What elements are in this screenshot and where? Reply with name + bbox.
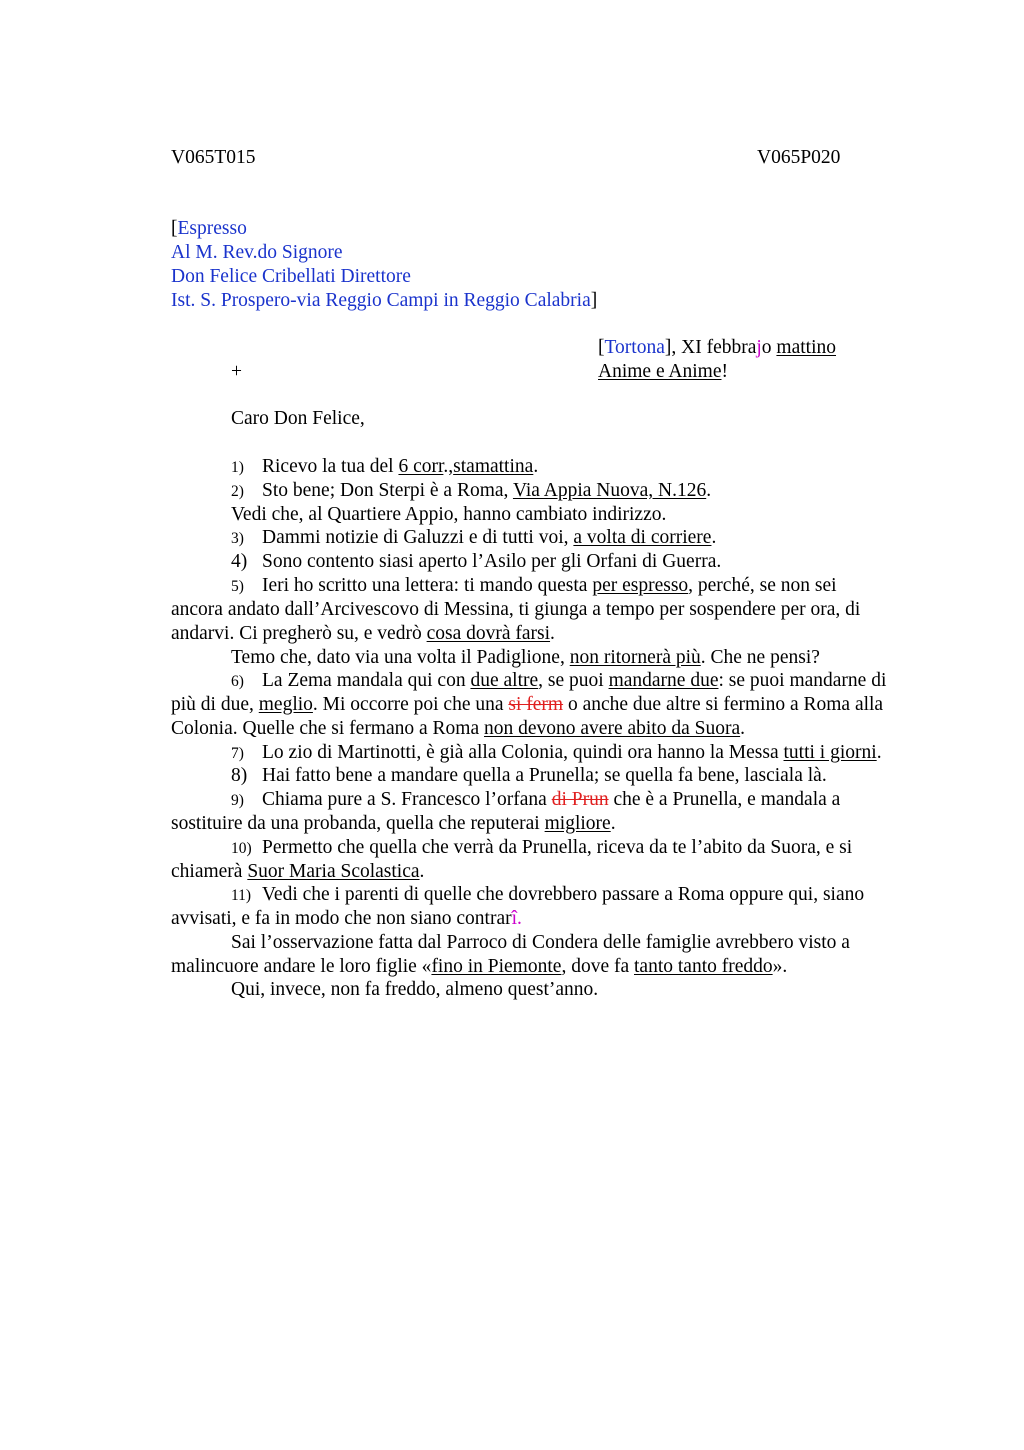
paragraph-2: 2) Sto bene; Don Sterpi è a Roma, Via Appia Nuova, N.126. [231,480,712,501]
paragraph-10-line-2: chiamerà Suor Maria Scolastica. [171,861,425,882]
paragraph-6-line-3: Colonia. Quelle che si fermano a Roma non devono avere abito da Suora. [171,718,746,739]
paragraph-5: 5) Ieri ho scritto una lettera: ti mando questa per espresso, perché, se non sei [231,575,837,596]
paragraph-5-note: Temo che, dato via una volta il Padiglione, non ritornerà più. Che ne pensi? [231,647,820,668]
dateline: [Tortona], XI febbrajo mattino [598,337,836,358]
paragraph-12: Sai l’osservazione fatta dal Parroco di Condera delle famiglie avrebbero visto a [231,932,850,953]
paragraph-8: 8) Hai fatto bene a mandare quella a Prunella; se quella fa bene, lasciala là. [231,765,827,786]
right-reference-code: V065P020 [757,147,841,168]
motto: Anime e Anime! [598,361,728,382]
paragraph-4: 4) Sono contento siasi aperto l’Asilo per gli Orfani di Guerra. [231,551,722,572]
paragraph-5-line-2: ancora andato dall’Arcivescovo di Messina, ti giunga a tempo per sospendere per ora, di [171,599,861,620]
left-reference-code: V065T015 [171,147,256,168]
address-line-2: Al M. Rev.do Signore [171,242,343,263]
address-line-3: Don Felice Cribellati Direttore [171,266,411,287]
paragraph-2-continuation: Vedi che, al Quartiere Appio, hanno cambiato indirizzo. [231,504,667,525]
paragraph-10: 10) Permetto che quella che verrà da Prunella, riceva da te l’abito da Suora, e si [231,837,853,858]
deleted-text: di Prun [551,789,609,810]
deleted-text: si ferm [508,694,564,715]
cross-symbol: + [231,361,242,382]
paragraph-9: 9) Chiama pure a S. Francesco l’orfana di Prun che è a Prunella, e mandala a [231,789,841,810]
paragraph-9-line-2: sostituire da una probanda, quella che reputerai migliore. [171,813,616,834]
paragraph-6: 6) La Zema mandala qui con due altre, se puoi mandarne due: se puoi mandarne di [231,670,887,691]
paragraph-6-line-2: più di due, meglio. Mi occorre poi che una si ferm o anche due altre si fermino a Roma alla [171,694,884,715]
paragraph-3: 3) Dammi notizie di Galuzzi e di tutti voi, a volta di corriere. [231,527,717,548]
paragraph-7: 7) Lo zio di Martinotti, è già alla Colonia, quindi ora hanno la Messa tutti i giorni. [231,742,882,763]
closing-line: Qui, invece, non fa freddo, almeno quest’anno. [231,979,599,1000]
address-line-1: [Espresso [171,218,247,239]
paragraph-11: 11) Vedi che i parenti di quelle che dovrebbero passare a Roma oppure qui, siano [231,884,865,905]
salutation: Caro Don Felice, [231,408,365,429]
paragraph-5-line-3: andarvi. Ci pregherò su, e vedrò cosa dovrà farsi. [171,623,555,644]
paragraph-1: 1) Ricevo la tua del 6 corr.,stamattina. [231,456,539,477]
paragraph-11-line-2: avvisati, e fa in modo che non siano contrarî. [171,908,522,929]
address-line-4: Ist. S. Prospero-via Reggio Campi in Reggio Calabria] [171,290,598,311]
paragraph-12-line-2: malincuore andare le loro figlie «fino in Piemonte, dove fa tanto tanto freddo». [171,956,788,977]
